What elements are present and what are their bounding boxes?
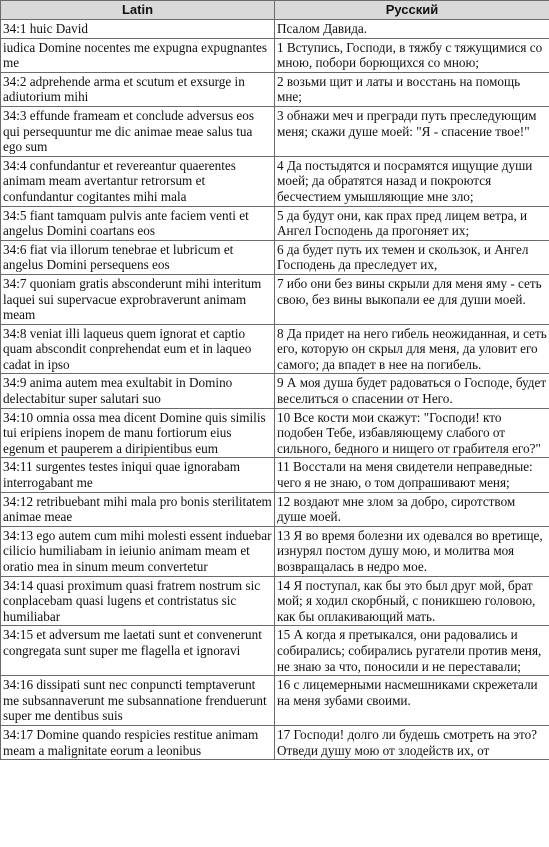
- latin-cell: 34:10 omnia ossa mea dicent Domine quis similis tui eripiens inopem de manu fortiorum eius egenum et pauperem a diripientibus eum: [1, 408, 275, 458]
- table-row: [1, 20, 549, 39]
- russian-cell: 13 Я во время болезни их одевался во вретище, изнурял постом душу мою, и молитва моя возвращалась в недро мое.: [275, 526, 549, 576]
- latin-cell: 34:12 retribuebant mihi mala pro bonis sterilitatem animae meae: [1, 492, 275, 526]
- latin-cell: 34:4 confundantur et revereantur quaerentes animam meam avertantur retrorsum et confundantur cogitantes mihi mala: [1, 156, 275, 206]
- latin-cell: 34:1 huic David: [1, 20, 275, 39]
- table-row: [1, 408, 549, 458]
- table-row: [1, 676, 549, 726]
- header-russian: Русский: [275, 1, 549, 20]
- table-row: [1, 725, 549, 759]
- latin-cell: 34:3 effunde frameam et conclude adversus eos qui persequuntur me dic animae meae salus tua ego sum: [1, 106, 275, 156]
- latin-cell: 34:16 dissipati sunt nec conpuncti temptaverunt me subsannaverunt me subsannatione frenduerunt super me dentibus suis: [1, 676, 275, 726]
- latin-cell: iudica Domine nocentes me expugna expugnantes me: [1, 38, 275, 72]
- latin-cell: 34:8 veniat illi laqueus quem ignorat et captio quam abscondit conprehendat eum et in laqueo cadat in ipso: [1, 324, 275, 374]
- latin-cell: 34:6 fiat via illorum tenebrae et lubricum et angelus Domini persequens eos: [1, 240, 275, 274]
- russian-cell: 9 А моя душа будет радоваться о Господе, будет веселиться о спасении от Него.: [275, 374, 549, 408]
- latin-cell: 34:9 anima autem mea exultabit in Domino delectabitur super salutari suo: [1, 374, 275, 408]
- latin-cell: 34:17 Domine quando respicies restitue animam meam a malignitate eorum a leonibus: [1, 725, 275, 759]
- table-row: [1, 374, 549, 408]
- russian-cell: 7 ибо они без вины скрыли для меня яму - сеть свою, без вины выкопали ее для души моей.: [275, 274, 549, 324]
- russian-cell: 8 Да придет на него гибель неожиданная, и сеть его, которую он скрыл для меня, да уловит его самого; да впадет в нее на погибель.: [275, 324, 549, 374]
- table-row: [1, 576, 549, 626]
- header-row: [1, 1, 549, 20]
- table-row: [1, 458, 549, 492]
- table-row: [1, 38, 549, 72]
- table-row: [1, 626, 549, 676]
- russian-cell: 16 с лицемерными насмешниками скрежетали на меня зубами своими.: [275, 676, 549, 726]
- russian-cell: 17 Господи! долго ли будешь смотреть на это? Отведи душу мою от злодейств их, от: [275, 725, 549, 759]
- latin-cell: 34:14 quasi proximum quasi fratrem nostrum sic conplacebam quasi lugens et contristatus sic humiliabar: [1, 576, 275, 626]
- table-row: [1, 72, 549, 106]
- russian-cell: 15 А когда я претыкался, они радовались и собирались; собирались ругатели против меня, не знаю за что, поносили и не переставали;: [275, 626, 549, 676]
- table-row: [1, 106, 549, 156]
- russian-cell: 12 воздают мне злом за добро, сиротством душе моей.: [275, 492, 549, 526]
- latin-cell: 34:11 surgentes testes iniqui quae ignorabam interrogabant me: [1, 458, 275, 492]
- table-row: [1, 240, 549, 274]
- table-row: [1, 526, 549, 576]
- latin-cell: 34:13 ego autem cum mihi molesti essent induebar cilicio humiliabam in ieiunio animam meam et oratio mea in sinum meum convertetur: [1, 526, 275, 576]
- table-row: [1, 324, 549, 374]
- table-row: [1, 274, 549, 324]
- russian-cell: 10 Все кости мои скажут: "Господи! кто подобен Тебе, избавляющему слабого от сильного, бедного и нищего от грабителя его?": [275, 408, 549, 458]
- header-latin: Latin: [1, 1, 275, 20]
- russian-cell: 1 Вступись, Господи, в тяжбу с тяжущимися со мною, побори борющихся со мною;: [275, 38, 549, 72]
- russian-cell: Псалом Давида.: [275, 20, 549, 39]
- latin-cell: 34:15 et adversum me laetati sunt et convenerunt congregata sunt super me flagella et ignoravi: [1, 626, 275, 676]
- table-row: [1, 492, 549, 526]
- russian-cell: 6 да будет путь их темен и скользок, и Ангел Господень да преследует их,: [275, 240, 549, 274]
- russian-cell: 11 Восстали на меня свидетели неправедные: чего я не знаю, о том допрашивают меня;: [275, 458, 549, 492]
- latin-cell: 34:2 adprehende arma et scutum et exsurge in adiutorium mihi: [1, 72, 275, 106]
- russian-cell: 5 да будут они, как прах пред лицем ветра, и Ангел Господень да прогоняет их;: [275, 206, 549, 240]
- table-row: [1, 156, 549, 206]
- russian-cell: 2 возьми щит и латы и восстань на помощь мне;: [275, 72, 549, 106]
- latin-cell: 34:5 fiant tamquam pulvis ante faciem venti et angelus Domini coartans eos: [1, 206, 275, 240]
- russian-cell: 3 обнажи меч и прегради путь преследующим меня; скажи душе моей: "Я - спасение твое!": [275, 106, 549, 156]
- russian-cell: 14 Я поступал, как бы это был друг мой, брат мой; я ходил скорбный, с поникшею головою, как бы оплакивающий мать.: [275, 576, 549, 626]
- russian-cell: 4 Да постыдятся и посрамятся ищущие души моей; да обратятся назад и покроются бесчестием умышляющие мне зло;: [275, 156, 549, 206]
- table-body: [1, 20, 549, 760]
- table-row: [1, 206, 549, 240]
- latin-cell: 34:7 quoniam gratis absconderunt mihi interitum laquei sui supervacue exprobraverunt animam meam: [1, 274, 275, 324]
